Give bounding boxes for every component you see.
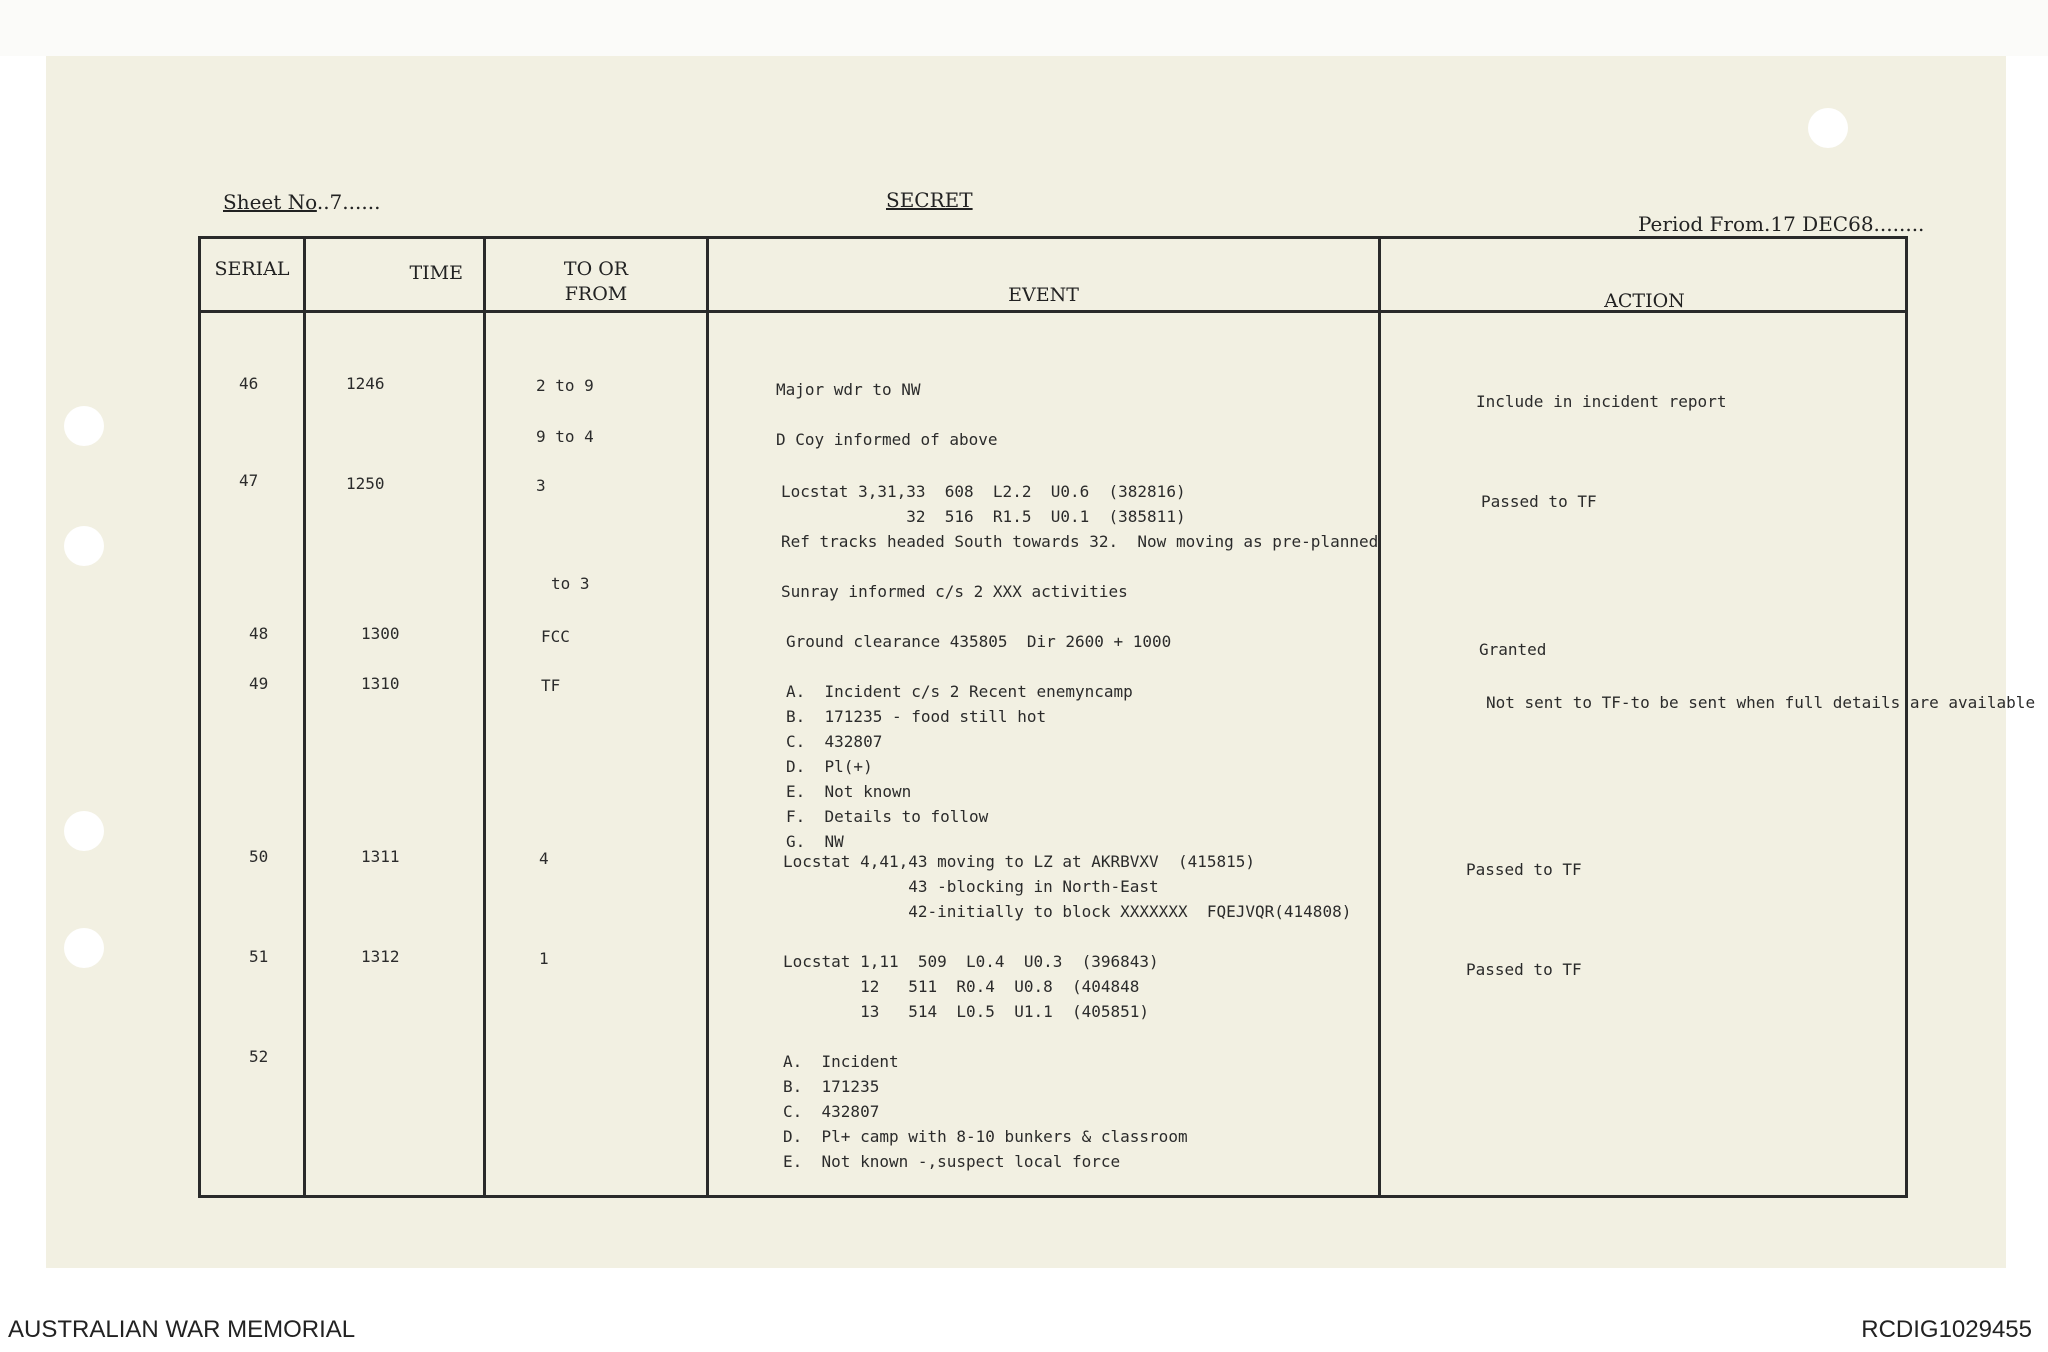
- time-cell: 1246: [346, 374, 385, 393]
- to-from-cell: FCC: [541, 627, 570, 646]
- serial-cell: 52: [249, 1047, 269, 1066]
- action-cell: Passed to TF: [1466, 860, 1582, 879]
- column-header-event: EVENT: [1008, 284, 1079, 306]
- serial-cell: 46: [239, 374, 259, 393]
- event-cell: Locstat 1,11 509 L0.4 U0.3 (396843) 12 511 R0.4 U0.8 (404848 13 514 L0.5 U1.1 (405851): [783, 952, 1159, 1021]
- to-from-cell: 4: [539, 849, 549, 868]
- serial-cell: 47: [239, 471, 259, 490]
- column-divider: [483, 239, 486, 1195]
- to-from-cell: 3: [536, 476, 546, 495]
- punch-hole: [64, 928, 104, 968]
- classification-heading: SECRET: [886, 188, 973, 212]
- time-cell: 1250: [346, 474, 385, 493]
- time-cell: 1310: [361, 674, 400, 693]
- to-from-cell: to 3: [551, 574, 590, 593]
- event-cell: Locstat 4,41,43 moving to LZ at AKRBVXV (415815) 43 -blocking in North-East 42-initially to block XXXXXXX FQEJVQR(414808): [783, 852, 1352, 921]
- to-from-cell: 2 to 9: [536, 376, 594, 395]
- punch-hole: [1808, 108, 1848, 148]
- punch-hole: [64, 406, 104, 446]
- column-header-serial: SERIAL: [214, 258, 290, 280]
- serial-cell: 48: [249, 624, 269, 643]
- time-cell: 1300: [361, 624, 400, 643]
- column-divider: [1378, 239, 1381, 1195]
- column-header-to-or-from-line2: FROM: [564, 283, 628, 305]
- serial-cell: 49: [249, 674, 269, 693]
- column-header-to-or-from-line1: TO OR: [563, 258, 629, 280]
- to-from-cell: 9 to 4: [536, 427, 594, 446]
- event-cell: Sunray informed c/s 2 XXX activities: [781, 582, 1128, 601]
- event-cell: D Coy informed of above: [776, 430, 998, 449]
- action-cell: Passed to TF: [1466, 960, 1582, 979]
- sheet-label: Sheet No: [223, 190, 317, 214]
- column-header-time: TIME: [409, 262, 463, 284]
- scan-background: [0, 0, 2048, 56]
- action-cell: Not sent to TF-to be sent when full details are available: [1486, 693, 2036, 712]
- to-from-cell: 1: [539, 949, 549, 968]
- event-cell: Ground clearance 435805 Dir 2600 + 1000: [786, 632, 1172, 651]
- event-cell: Locstat 3,31,33 608 L2.2 U0.6 (382816) 32 516 R1.5 U0.1 (385811) Ref tracks headed South towards 32. Now moving as pre-planned: [781, 482, 1379, 551]
- period-from: [1638, 212, 1924, 236]
- punch-hole: [64, 526, 104, 566]
- to-from-cell: TF: [541, 676, 561, 695]
- sheet-number: [223, 190, 380, 214]
- serial-cell: 50: [249, 847, 269, 866]
- log-table: [198, 236, 2036, 1198]
- event-cell: Major wdr to NW: [776, 380, 921, 399]
- column-divider: [303, 239, 306, 1195]
- footer-identifier: RCDIG1029455: [1861, 1316, 2032, 1343]
- period-value: 17 DEC68........: [1770, 212, 1925, 236]
- event-cell: A. Incident c/s 2 Recent enemyncamp B. 171235 - food still hot C. 432807 D. Pl(+) E. Not known F. Details to follow G. NW: [786, 682, 1133, 851]
- action-cell: Granted: [1479, 640, 1547, 659]
- event-cell: A. Incident B. 171235 C. 432807 D. Pl+ camp with 8-10 bunkers & classroom E. Not known -,suspect local force: [783, 1052, 1188, 1171]
- log-sheet: [46, 56, 2036, 1268]
- serial-cell: 51: [249, 947, 269, 966]
- footer-source: AUSTRALIAN WAR MEMORIAL: [8, 1316, 356, 1343]
- time-cell: 1311: [361, 847, 400, 866]
- action-cell: Passed to TF: [1481, 492, 1597, 511]
- action-cell: Include in incident report: [1476, 392, 1727, 411]
- punch-hole: [64, 811, 104, 851]
- column-divider: [706, 239, 709, 1195]
- sheet-value: ..7......: [316, 190, 381, 214]
- time-cell: 1312: [361, 947, 400, 966]
- column-header-action: ACTION: [1604, 290, 1685, 312]
- period-label: Period From.: [1638, 212, 1771, 236]
- column-header-to-or-from: [486, 257, 706, 307]
